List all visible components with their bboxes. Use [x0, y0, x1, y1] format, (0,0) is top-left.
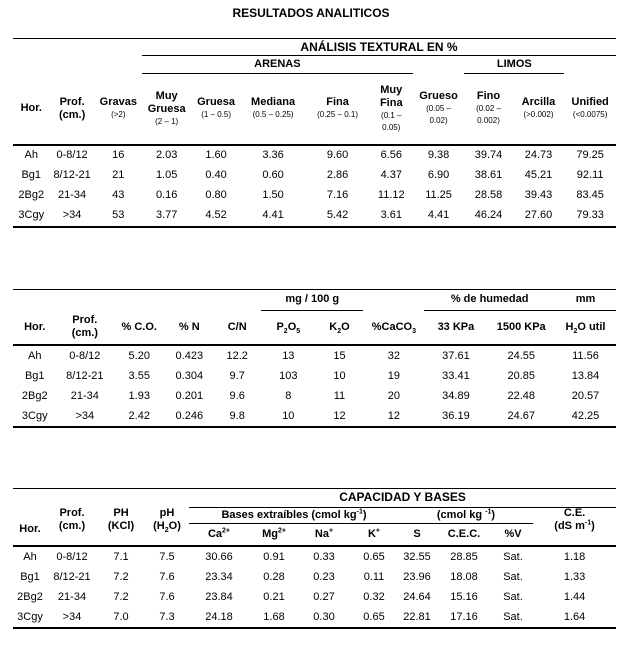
col-fina — [305, 74, 369, 145]
col-limo-fino-range1: (0.02 – — [476, 104, 501, 114]
col-ph-kcl-l1: PH — [113, 507, 129, 519]
col-ph-h2o-l1: pH — [159, 507, 175, 519]
table-cell: 4.52 — [191, 206, 240, 227]
table-cell: 32 — [387, 349, 401, 362]
col-v: %V — [493, 523, 533, 546]
col-mediana-range: (0.5 – 0.25) — [252, 110, 294, 120]
table-cell: >34 — [50, 206, 95, 227]
table-cell: 17.16 — [435, 607, 493, 628]
table-cell: Bg1 — [24, 369, 45, 382]
col-prof — [50, 74, 95, 145]
table-cell: 24.73 — [524, 149, 553, 161]
table-cell: 5.42 — [305, 206, 369, 227]
col-prof — [57, 310, 114, 345]
table-cell: 0.423 — [175, 349, 204, 362]
table-cell: 16 — [112, 149, 125, 161]
table-cell: 9.7 — [229, 369, 245, 382]
capacity-bases-table — [13, 488, 616, 629]
table-cell: 7.5 — [159, 550, 175, 563]
table-cell: 43 — [112, 189, 125, 201]
table-cell: 20.85 — [507, 369, 535, 382]
table-row — [13, 607, 616, 628]
table-cell: 23.84 — [205, 590, 233, 603]
table-row — [13, 386, 616, 406]
textural-analysis-table — [13, 38, 616, 228]
table-cell: >34 — [47, 607, 97, 628]
col-gruesa-l1: Gruesa — [197, 96, 236, 109]
col-limo-fino-l1: Fino — [476, 90, 501, 103]
table-cell: 12 — [316, 406, 364, 427]
col-muy-gruesa — [142, 74, 191, 145]
table-cell: 18.08 — [450, 570, 478, 583]
table-cell: 0-8/12 — [56, 550, 88, 563]
col-ph-h2o — [145, 507, 189, 546]
table-cell: 0.80 — [205, 189, 227, 201]
table-cell: 22.81 — [399, 607, 435, 628]
table-cell: 7.6 — [159, 570, 175, 583]
arenas-header: ARENAS — [142, 56, 413, 74]
col-muy-gruesa-l1: Muy — [155, 89, 178, 102]
capacity-group-header: CAPACIDAD Y BASES — [189, 489, 616, 508]
table-cell: 0.201 — [175, 389, 204, 402]
table-cell: Sat. — [503, 550, 523, 563]
table-cell: 1.18 — [563, 550, 586, 563]
table-cell: 0.246 — [165, 406, 213, 427]
col-ph-h2o-l2 — [145, 520, 189, 533]
table-cell: 13.84 — [571, 369, 600, 382]
table-cell: 7.2 — [113, 590, 129, 603]
k-sup: + — [375, 527, 381, 535]
table-cell: 3.36 — [262, 149, 284, 161]
table-cell: 7.1 — [113, 550, 129, 563]
h2o-rest: O util — [577, 320, 606, 333]
table-cell: 0.91 — [263, 550, 285, 563]
table-cell: 27.60 — [513, 206, 565, 227]
table-cell: 3.77 — [142, 206, 191, 227]
table-cell: 32.55 — [403, 550, 431, 563]
table-cell: 103 — [279, 369, 298, 382]
table-cell: 22.48 — [507, 389, 535, 402]
table-cell: 1.93 — [128, 389, 150, 402]
table-cell: 39.43 — [524, 189, 553, 201]
mg-group-header: mg / 100 g — [261, 290, 363, 311]
col-ph-kcl — [97, 507, 145, 546]
table-cell: 0-8/12 — [69, 349, 101, 362]
table-cell: 1.05 — [155, 169, 178, 181]
table-cell: 0.30 — [299, 607, 349, 628]
table-cell: 1.33 — [563, 570, 586, 583]
table-row — [13, 546, 616, 567]
table-cell: >34 — [57, 406, 114, 427]
table-cell: 3.61 — [370, 206, 413, 227]
table-cell: 36.19 — [424, 406, 487, 427]
col-k2o — [316, 310, 364, 345]
table-cell: 37.61 — [442, 349, 470, 362]
na-sup: + — [328, 527, 334, 535]
table-cell: 39.74 — [474, 149, 503, 161]
table-cell: 2Bg2 — [18, 189, 45, 201]
table-cell: 1.60 — [205, 149, 227, 161]
mm-group-header: mm — [555, 290, 616, 311]
col-mg — [249, 523, 299, 546]
col-limo-grueso-range2: 0.02) — [429, 116, 448, 125]
table-cell: 4.41 — [241, 206, 305, 227]
table-cell: 1.44 — [563, 590, 586, 603]
col-1500kpa: 1500 KPa — [487, 310, 554, 345]
table-cell: 6.56 — [380, 149, 402, 161]
table-cell: Sat. — [503, 570, 523, 583]
col-prof-l2: (cm.) — [58, 108, 86, 121]
col-unified-l1: Unified — [571, 96, 609, 108]
k2o-o: O — [341, 320, 350, 333]
col-ca — [189, 523, 249, 546]
col-muy-fina-l2: Fina — [379, 96, 403, 109]
table-cell: 28.85 — [450, 550, 478, 563]
table-cell: 11.56 — [572, 349, 599, 362]
col-prof — [47, 507, 97, 546]
cmol-close: ) — [491, 508, 496, 521]
table-row — [13, 567, 616, 587]
humidity-group-header: % de humedad — [424, 290, 555, 311]
table-cell: 0.23 — [313, 570, 335, 583]
table-cell: 7.2 — [113, 570, 129, 583]
bases-sup: -1 — [356, 507, 363, 515]
col-muy-fina-range2: 0.05) — [382, 122, 401, 132]
table-cell: 0.11 — [363, 570, 385, 583]
col-limo-fino-range2: 0.002) — [477, 116, 500, 126]
bases-text: Bases extraíbles (cmol kg — [221, 508, 357, 521]
table-cell: 3Cgy — [13, 607, 47, 628]
table-cell: 7.0 — [97, 607, 145, 628]
table-cell: 7.16 — [326, 189, 349, 201]
col-ph-kcl-l2: (KCl) — [107, 520, 135, 532]
table-cell: 1.64 — [533, 607, 616, 628]
col-limo-fino — [464, 74, 512, 145]
table-cell: 0.65 — [349, 607, 399, 628]
table-row — [13, 186, 616, 206]
p2o5-o: O — [287, 320, 297, 333]
table-cell: 0.40 — [205, 169, 227, 181]
col-prof-l2: (cm.) — [71, 327, 98, 339]
col-gravas — [95, 74, 142, 145]
col-limo-grueso-range1: (0.05 – — [426, 104, 451, 113]
k2o-sub: 2 — [337, 327, 342, 335]
col-fina-range: (0.25 – 0.1) — [317, 110, 358, 120]
table-cell: 3Cgy — [13, 406, 57, 427]
table-cell: 0.28 — [263, 570, 285, 583]
table-cell: 8/12-21 — [66, 369, 104, 382]
ce-open: (dS m — [554, 520, 585, 532]
col-k — [349, 523, 399, 546]
table-cell: Bg1 — [21, 169, 42, 181]
col-unified — [564, 74, 616, 145]
k-text: K — [367, 527, 376, 540]
table-cell: 4.37 — [380, 169, 402, 181]
col-caco3 — [363, 310, 424, 345]
table-cell: 9.60 — [326, 149, 349, 161]
textural-rows — [13, 145, 616, 227]
h2o-sub: 2 — [573, 327, 578, 335]
table-cell: 11.12 — [377, 189, 405, 201]
table-cell: Ah — [23, 550, 37, 563]
ca-text: Ca — [207, 527, 223, 540]
table-cell: 0-8/12 — [56, 149, 88, 161]
table-row — [13, 145, 616, 166]
table-cell: 0.27 — [313, 590, 335, 603]
table-cell: 20 — [387, 389, 401, 402]
table-cell: 11.25 — [425, 189, 452, 201]
table-cell: 10 — [333, 369, 346, 382]
table-cell: 21-34 — [58, 189, 87, 201]
table-cell: Bg1 — [20, 570, 40, 583]
table-cell: 42.25 — [555, 406, 616, 427]
table-cell: 5.20 — [128, 349, 150, 362]
table-cell: 2.86 — [326, 169, 349, 181]
table-cell: 15 — [333, 349, 346, 362]
table-cell: 8 — [285, 389, 292, 402]
table-cell: 10 — [261, 406, 315, 427]
cmol-header — [399, 507, 533, 523]
col-arcilla-range: (>0.002) — [523, 110, 554, 120]
textural-group-header: ANÁLISIS TEXTURAL EN % — [142, 39, 616, 56]
ph-h2o-close: O) — [168, 520, 181, 532]
table-cell: 0.21 — [263, 590, 285, 603]
table-cell: 0.60 — [262, 169, 284, 181]
table-cell: 83.45 — [576, 189, 604, 201]
table-cell: Ah — [24, 149, 38, 161]
caco3-sub: 3 — [412, 327, 417, 335]
col-cec: C.E.C. — [435, 523, 493, 546]
col-muy-gruesa-range: (2 – 1) — [155, 116, 179, 126]
table-cell: 0.304 — [175, 369, 204, 382]
table-cell: 6.90 — [427, 169, 450, 181]
p2o5-sub1: 2 — [283, 327, 288, 335]
table-row — [13, 366, 616, 386]
table-cell: 3Cgy — [13, 206, 50, 227]
table-cell: 21 — [112, 169, 125, 181]
col-hor: Hor. — [13, 310, 57, 345]
table-cell: 11 — [333, 389, 346, 402]
table-cell: 9.38 — [427, 149, 450, 161]
table-cell: 24.64 — [403, 590, 431, 603]
table-cell: 28.58 — [474, 189, 503, 201]
table-cell: 46.24 — [464, 206, 512, 227]
col-ce-l1: C.E. — [563, 507, 586, 519]
col-muy-fina-l1: Muy — [380, 83, 403, 96]
table-cell: 13 — [282, 349, 295, 362]
col-unified-range: (<0.0075) — [572, 110, 608, 119]
k2o-k: K — [329, 320, 338, 333]
col-gruesa-range: (1 – 0.5) — [201, 110, 231, 120]
table-cell: 20.57 — [571, 389, 600, 402]
table-cell: 23.34 — [205, 570, 233, 583]
col-prof-l1: Prof. — [59, 95, 85, 108]
p2o5-p: P — [276, 320, 284, 333]
col-limo-grueso — [413, 74, 465, 145]
col-s: S — [399, 523, 435, 546]
table-cell: 45.21 — [524, 169, 553, 181]
table-cell: 0.33 — [313, 550, 335, 563]
col-gravas-range: (>2) — [111, 110, 126, 119]
table-cell: Sat. — [503, 590, 523, 603]
table-cell: 53 — [95, 206, 142, 227]
table-cell: 9.6 — [229, 389, 245, 402]
table-cell: 2.42 — [113, 406, 165, 427]
table-row — [13, 166, 616, 186]
cmol-text: (cmol kg — [436, 508, 486, 521]
table-cell: 79.25 — [576, 149, 604, 161]
table-cell: 24.18 — [189, 607, 249, 628]
col-gruesa — [191, 74, 240, 145]
table-row — [13, 587, 616, 607]
col-ce-l2 — [533, 520, 616, 533]
table-cell: 0.16 — [155, 189, 178, 201]
table-cell: 2Bg2 — [17, 590, 43, 603]
table-cell: 12.2 — [226, 349, 248, 362]
table-cell: 34.89 — [442, 389, 470, 402]
table-cell: 9.8 — [213, 406, 261, 427]
table-cell: 24.67 — [487, 406, 554, 427]
ph-h2o-sub: 2 — [164, 527, 169, 535]
table-cell: 15.16 — [450, 590, 478, 603]
col-cn: C/N — [213, 310, 261, 345]
col-muy-fina-range1: (0.1 – — [381, 110, 402, 120]
p2o5-sub2: 5 — [296, 327, 301, 335]
col-co: % C.O. — [113, 310, 165, 345]
table-row — [13, 206, 616, 227]
mg-text: Mg — [262, 527, 278, 540]
col-p2o5 — [261, 310, 315, 345]
ph-h2o-open: (H — [153, 520, 165, 532]
col-na — [299, 523, 349, 546]
table-cell: 23.96 — [403, 570, 431, 583]
table-cell: 92.11 — [576, 169, 604, 181]
na-text: Na — [314, 527, 329, 540]
table-cell: 8/12-21 — [53, 169, 91, 181]
chemistry-rows — [13, 345, 616, 427]
bases-close: ) — [362, 508, 367, 521]
table-cell: 24.55 — [507, 349, 535, 362]
col-muy-gruesa-l2: Gruesa — [147, 102, 186, 115]
col-prof-l1: Prof. — [72, 314, 98, 326]
table-cell: 19 — [387, 369, 401, 382]
col-hor: Hor. — [13, 74, 50, 145]
table-row — [13, 345, 616, 366]
table-cell: 1.50 — [262, 189, 284, 201]
table-cell: 7.3 — [145, 607, 189, 628]
table-cell: 2.03 — [155, 149, 178, 161]
col-fina-l1: Fina — [326, 96, 349, 109]
table-cell: 79.33 — [564, 206, 616, 227]
col-prof-l1: Prof. — [59, 507, 85, 519]
table-cell: 21-34 — [70, 389, 99, 402]
col-prof-l2: (cm.) — [58, 520, 86, 532]
caco3-text: %CaCO — [371, 320, 413, 333]
table-cell: Sat. — [493, 607, 533, 628]
table-cell: 30.66 — [205, 550, 233, 563]
ce-sup: -1 — [584, 519, 592, 527]
col-gravas-l1: Gravas — [99, 96, 137, 108]
col-limo-grueso-l1: Grueso — [419, 90, 458, 102]
chemistry-table — [13, 289, 616, 428]
table-cell: 21-34 — [57, 590, 87, 603]
table-cell: 33.41 — [442, 369, 470, 382]
col-33kpa: 33 KPa — [424, 310, 487, 345]
col-muy-fina — [370, 74, 413, 145]
col-h2o-util — [555, 310, 616, 345]
ca-sup: 2+ — [222, 527, 231, 535]
mg-sup: 2+ — [277, 527, 286, 535]
cmol-sup: -1 — [485, 507, 492, 515]
col-n: % N — [165, 310, 213, 345]
table-cell: 0.65 — [363, 550, 385, 563]
col-mediana-l1: Mediana — [251, 96, 296, 109]
table-cell: 8/12-21 — [53, 570, 91, 583]
table-cell: Ah — [28, 349, 42, 362]
table-cell: 0.32 — [363, 590, 385, 603]
h2o-h: H — [565, 320, 574, 333]
ce-close: ) — [591, 520, 595, 532]
limos-header: LIMOS — [464, 56, 564, 74]
bases-extraibles-header — [189, 507, 399, 523]
table-cell: 12 — [363, 406, 424, 427]
page-title: RESULTADOS ANALITICOS — [232, 6, 390, 20]
col-ce — [533, 507, 616, 546]
table-cell: 1.68 — [249, 607, 299, 628]
table-row — [13, 406, 616, 427]
capacity-rows — [13, 546, 616, 628]
table-cell: 7.6 — [159, 590, 175, 603]
table-cell: 4.41 — [413, 206, 465, 227]
col-arcilla — [513, 74, 565, 145]
table-cell: 38.61 — [474, 169, 503, 181]
col-arcilla-l1: Arcilla — [521, 96, 556, 109]
col-hor: Hor. — [13, 523, 47, 546]
table-cell: 3.55 — [128, 369, 150, 382]
col-mediana — [241, 74, 305, 145]
table-cell: 2Bg2 — [21, 389, 48, 402]
